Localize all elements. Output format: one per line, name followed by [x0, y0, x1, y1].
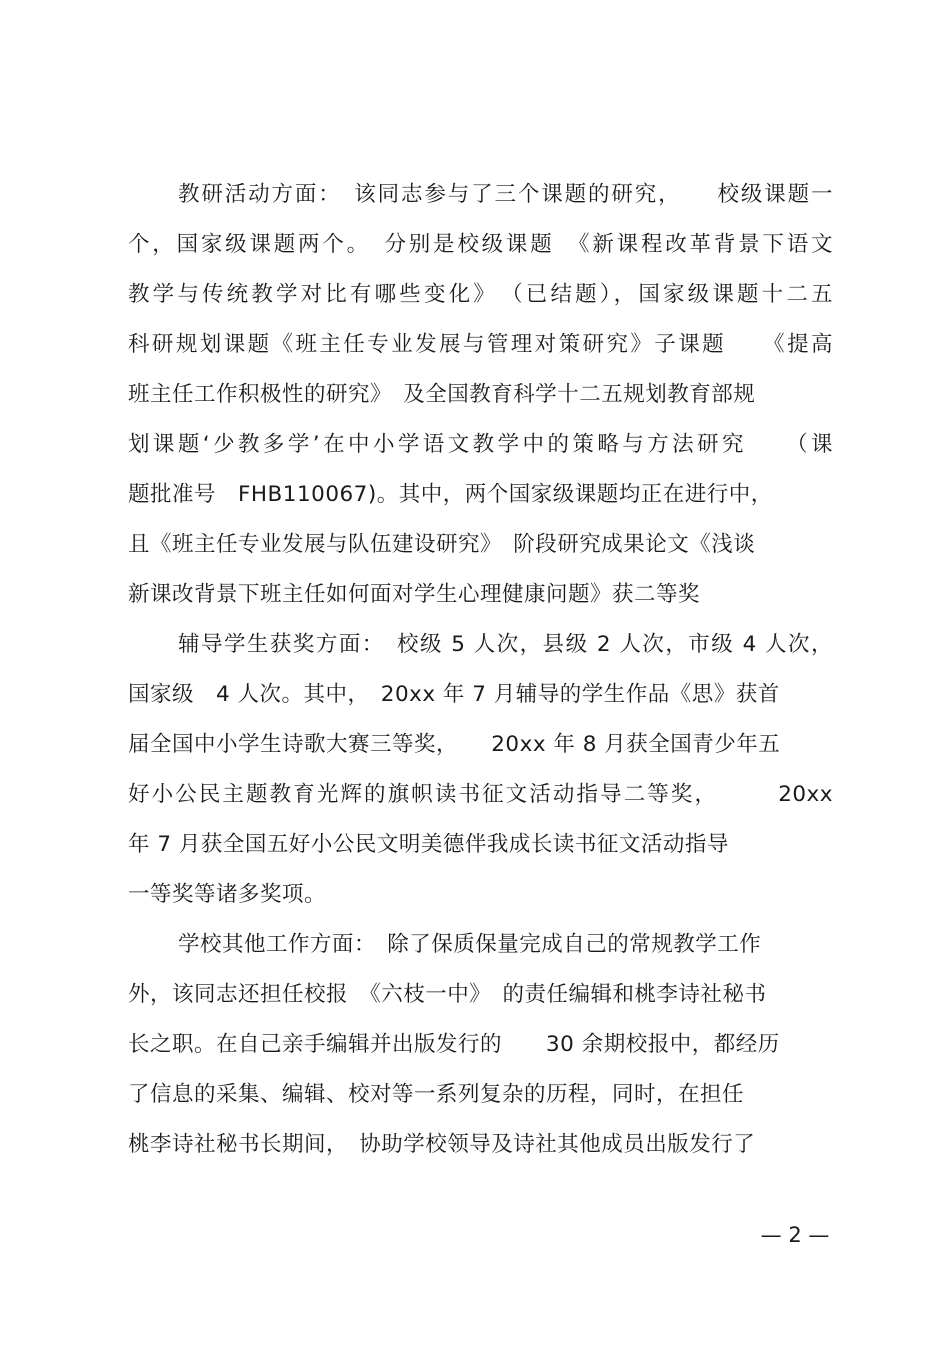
paragraph-awards-line-1: 辅导学生获奖方面： 校级 5 人次，县级 2 人次，市级 4 人次， — [178, 632, 833, 657]
paragraph-school-work-line-2: 外，该同志还担任校报 《六枝一中》 的责任编辑和桃李诗社秘书 — [128, 982, 767, 1007]
paragraph-research-line-5: 班主任工作积极性的研究》 及全国教育科学十二五规划教育部规 — [128, 382, 756, 407]
paragraph-research-line-6: 划课题‘少教多学’在中小学语文教学中的策略与方法研究 （课 — [128, 432, 833, 457]
paragraph-school-work-line-3: 长之职。在自己亲手编辑并出版发行的 30 余期校报中，都经历 — [128, 1032, 780, 1057]
paragraph-research-line-9: 新课改背景下班主任如何面对学生心理健康问题》获二等奖 — [128, 582, 701, 607]
paragraph-awards-line-3: 届全国中小学生诗歌大赛三等奖， 20xx 年 8 月获全国青少年五 — [128, 732, 781, 757]
paragraph-awards-line-6: 一等奖等诸多奖项。 — [128, 882, 327, 907]
paragraph-school-work-line-1: 学校其他工作方面： 除了保质保量完成自己的常规教学工作 — [178, 932, 762, 957]
paragraph-research-line-3: 教学与传统教学对比有哪些变化》 （已结题），国家级课题十二五 — [128, 282, 833, 307]
paragraph-research-line-2: 个，国家级课题两个。 分别是校级课题 《新课程改革背景下语文 — [128, 232, 833, 257]
page-number: — 2 — — [760, 1223, 830, 1247]
paragraph-awards-line-4: 好小公民主题教育光辉的旗帜读书征文活动指导二等奖， 20xx — [128, 782, 833, 807]
paragraph-awards-line-5: 年 7 月获全国五好小公民文明美德伴我成长读书征文活动指导 — [128, 832, 729, 857]
paragraph-research-line-7: 题批准号 FHB110067)。其中，两个国家级课题均正在进行中， — [128, 482, 773, 507]
paragraph-school-work-line-4: 了信息的采集、编辑、校对等一系列复杂的历程，同时，在担任 — [128, 1082, 745, 1107]
paragraph-awards-line-2: 国家级 4 人次。其中， 20xx 年 7 月辅导的学生作品《思》获首 — [128, 682, 780, 707]
paragraph-research-line-1: 教研活动方面： 该同志参与了三个课题的研究， 校级课题一 — [178, 182, 833, 207]
paragraph-research-line-8: 且《班主任专业发展与队伍建设研究》 阶段研究成果论文《浅谈 — [128, 532, 756, 557]
paragraph-school-work-line-5: 桃李诗社秘书长期间， 协助学校领导及诗社其他成员出版发行了 — [128, 1132, 756, 1157]
paragraph-research-line-4: 科研规划课题《班主任专业发展与管理对策研究》子课题 《提高 — [128, 332, 833, 357]
